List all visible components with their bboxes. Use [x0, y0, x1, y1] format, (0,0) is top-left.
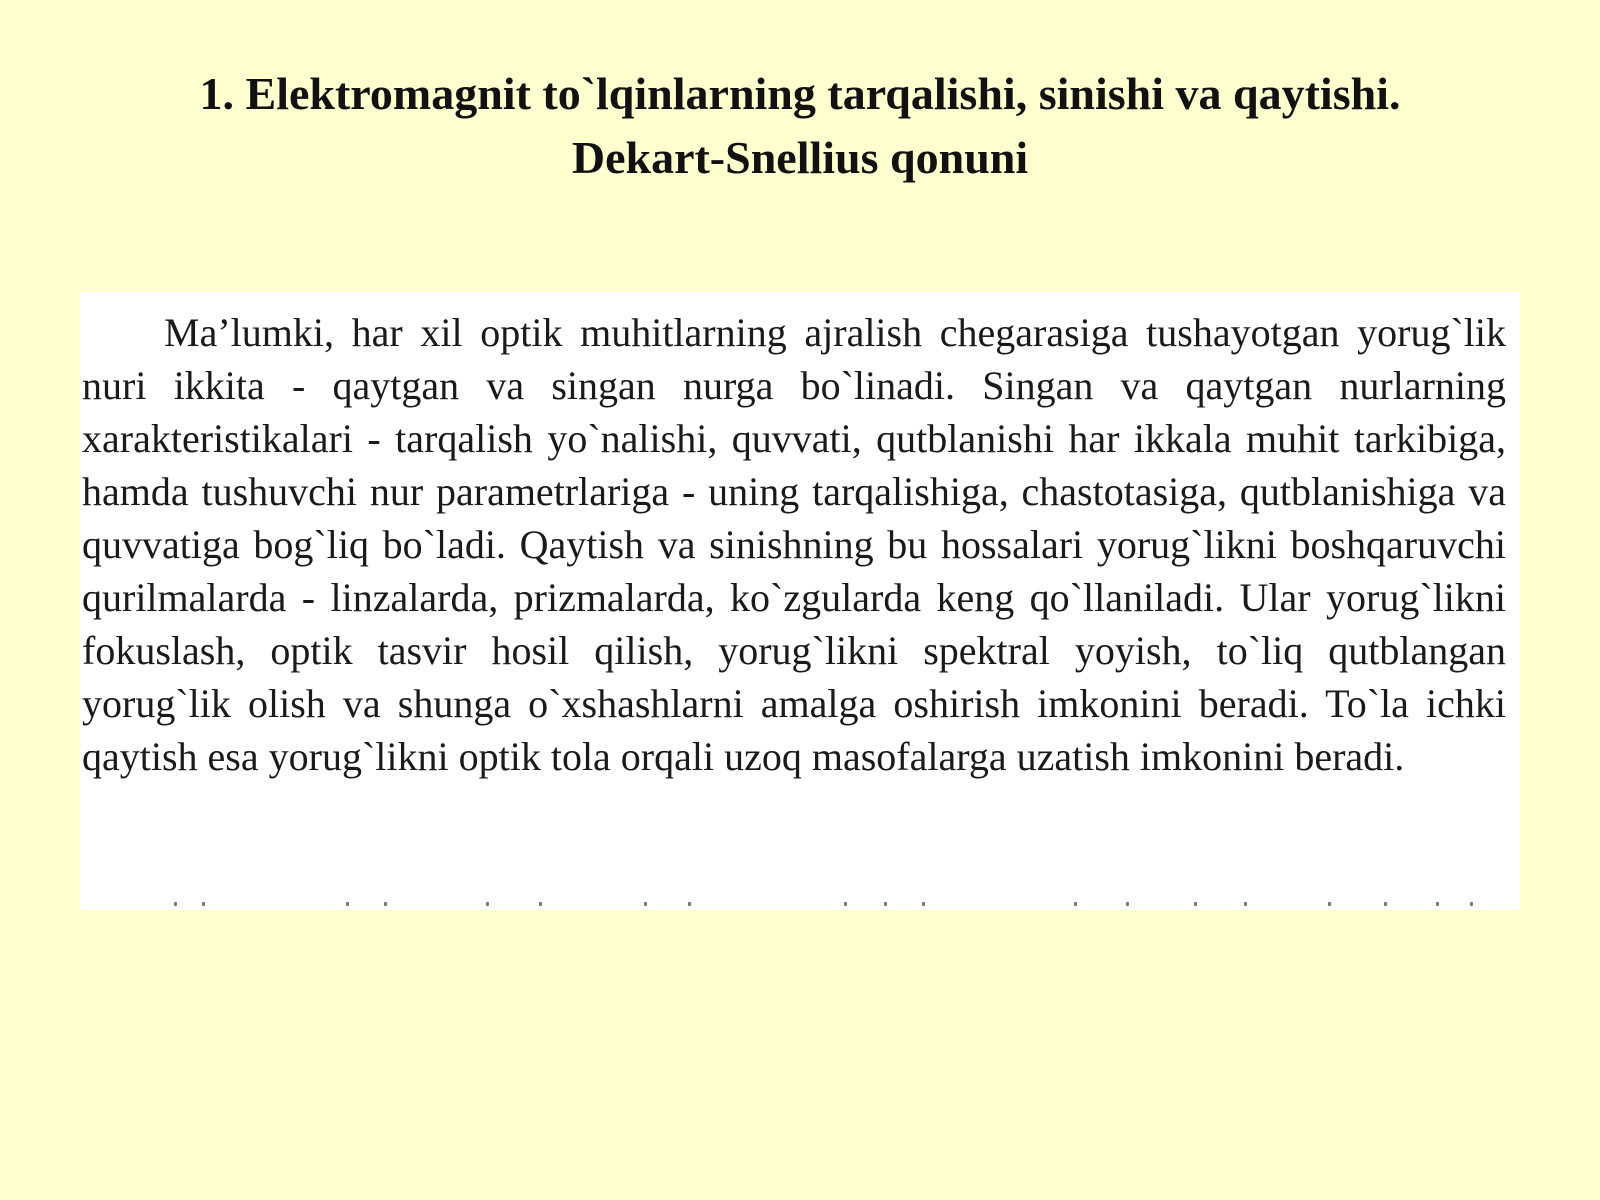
cropped-text-fragment	[1074, 902, 1077, 906]
cropped-text-fragment	[174, 902, 177, 906]
cropped-text-fragment	[1384, 902, 1387, 906]
cropped-text-fragment	[384, 902, 387, 906]
slide-title-line-2: Dekart-Snellius qonuni	[571, 132, 1029, 183]
cropped-text-fragment	[644, 902, 647, 906]
slide-title	[60, 62, 1540, 190]
text-excerpt-panel	[80, 292, 1520, 910]
cropped-text-fragment	[1194, 902, 1197, 906]
cropped-text-fragment	[922, 902, 925, 906]
cropped-text-fragment	[202, 902, 205, 906]
cropped-text-fragment	[688, 902, 691, 906]
cropped-text-fragment	[884, 902, 887, 906]
cropped-next-line	[84, 902, 1484, 910]
cropped-text-fragment	[539, 902, 542, 906]
cropped-text-fragment	[1126, 902, 1129, 906]
cropped-text-fragment	[1470, 902, 1473, 906]
cropped-text-fragment	[346, 902, 349, 906]
cropped-text-fragment	[1436, 902, 1439, 906]
cropped-text-fragment	[1328, 902, 1331, 906]
body-paragraph: Ma’lumki, har xil optik muhitlarning ajralish chegarasiga tushayotgan yorug`lik nuri ikkita - qaytgan va singan nurga bo`linadi. Singan va qaytgan nurlarning xarakteristikalari - tarqalish yo`nalishi, quvvati, qutblanishi har ikkala muhit tarkibiga, hamda tushuvchi nur parametrlariga - uning tarqalishiga, chastotasiga, qutblanishiga va quvvatiga bog`liq bo`ladi. Qaytish va sinishning bu hossalari yorug`likni boshqaruvchi qurilmalarda - linzalarda, prizmalarda, ko`zgularda keng qo`llaniladi. Ular yorug`likni fokuslash, optik tasvir hosil qilish, yorug`likni spektral yoyish, to`liq qutblangan yorug`lik olish va shunga o`xshashlarni amalga oshirish imkonini beradi. To`la ichki qaytish esa yorug`likni optik tola orqali uzoq masofalarga uzatish imkonini beradi.	[82, 310, 1506, 779]
cropped-text-fragment	[486, 902, 489, 906]
cropped-text-fragment	[844, 902, 847, 906]
slide-title-line-1: 1. Elektromagnit to`lqinlarning tarqalishi, sinishi va qaytishi.	[199, 68, 1401, 119]
cropped-text-fragment	[1244, 902, 1247, 906]
